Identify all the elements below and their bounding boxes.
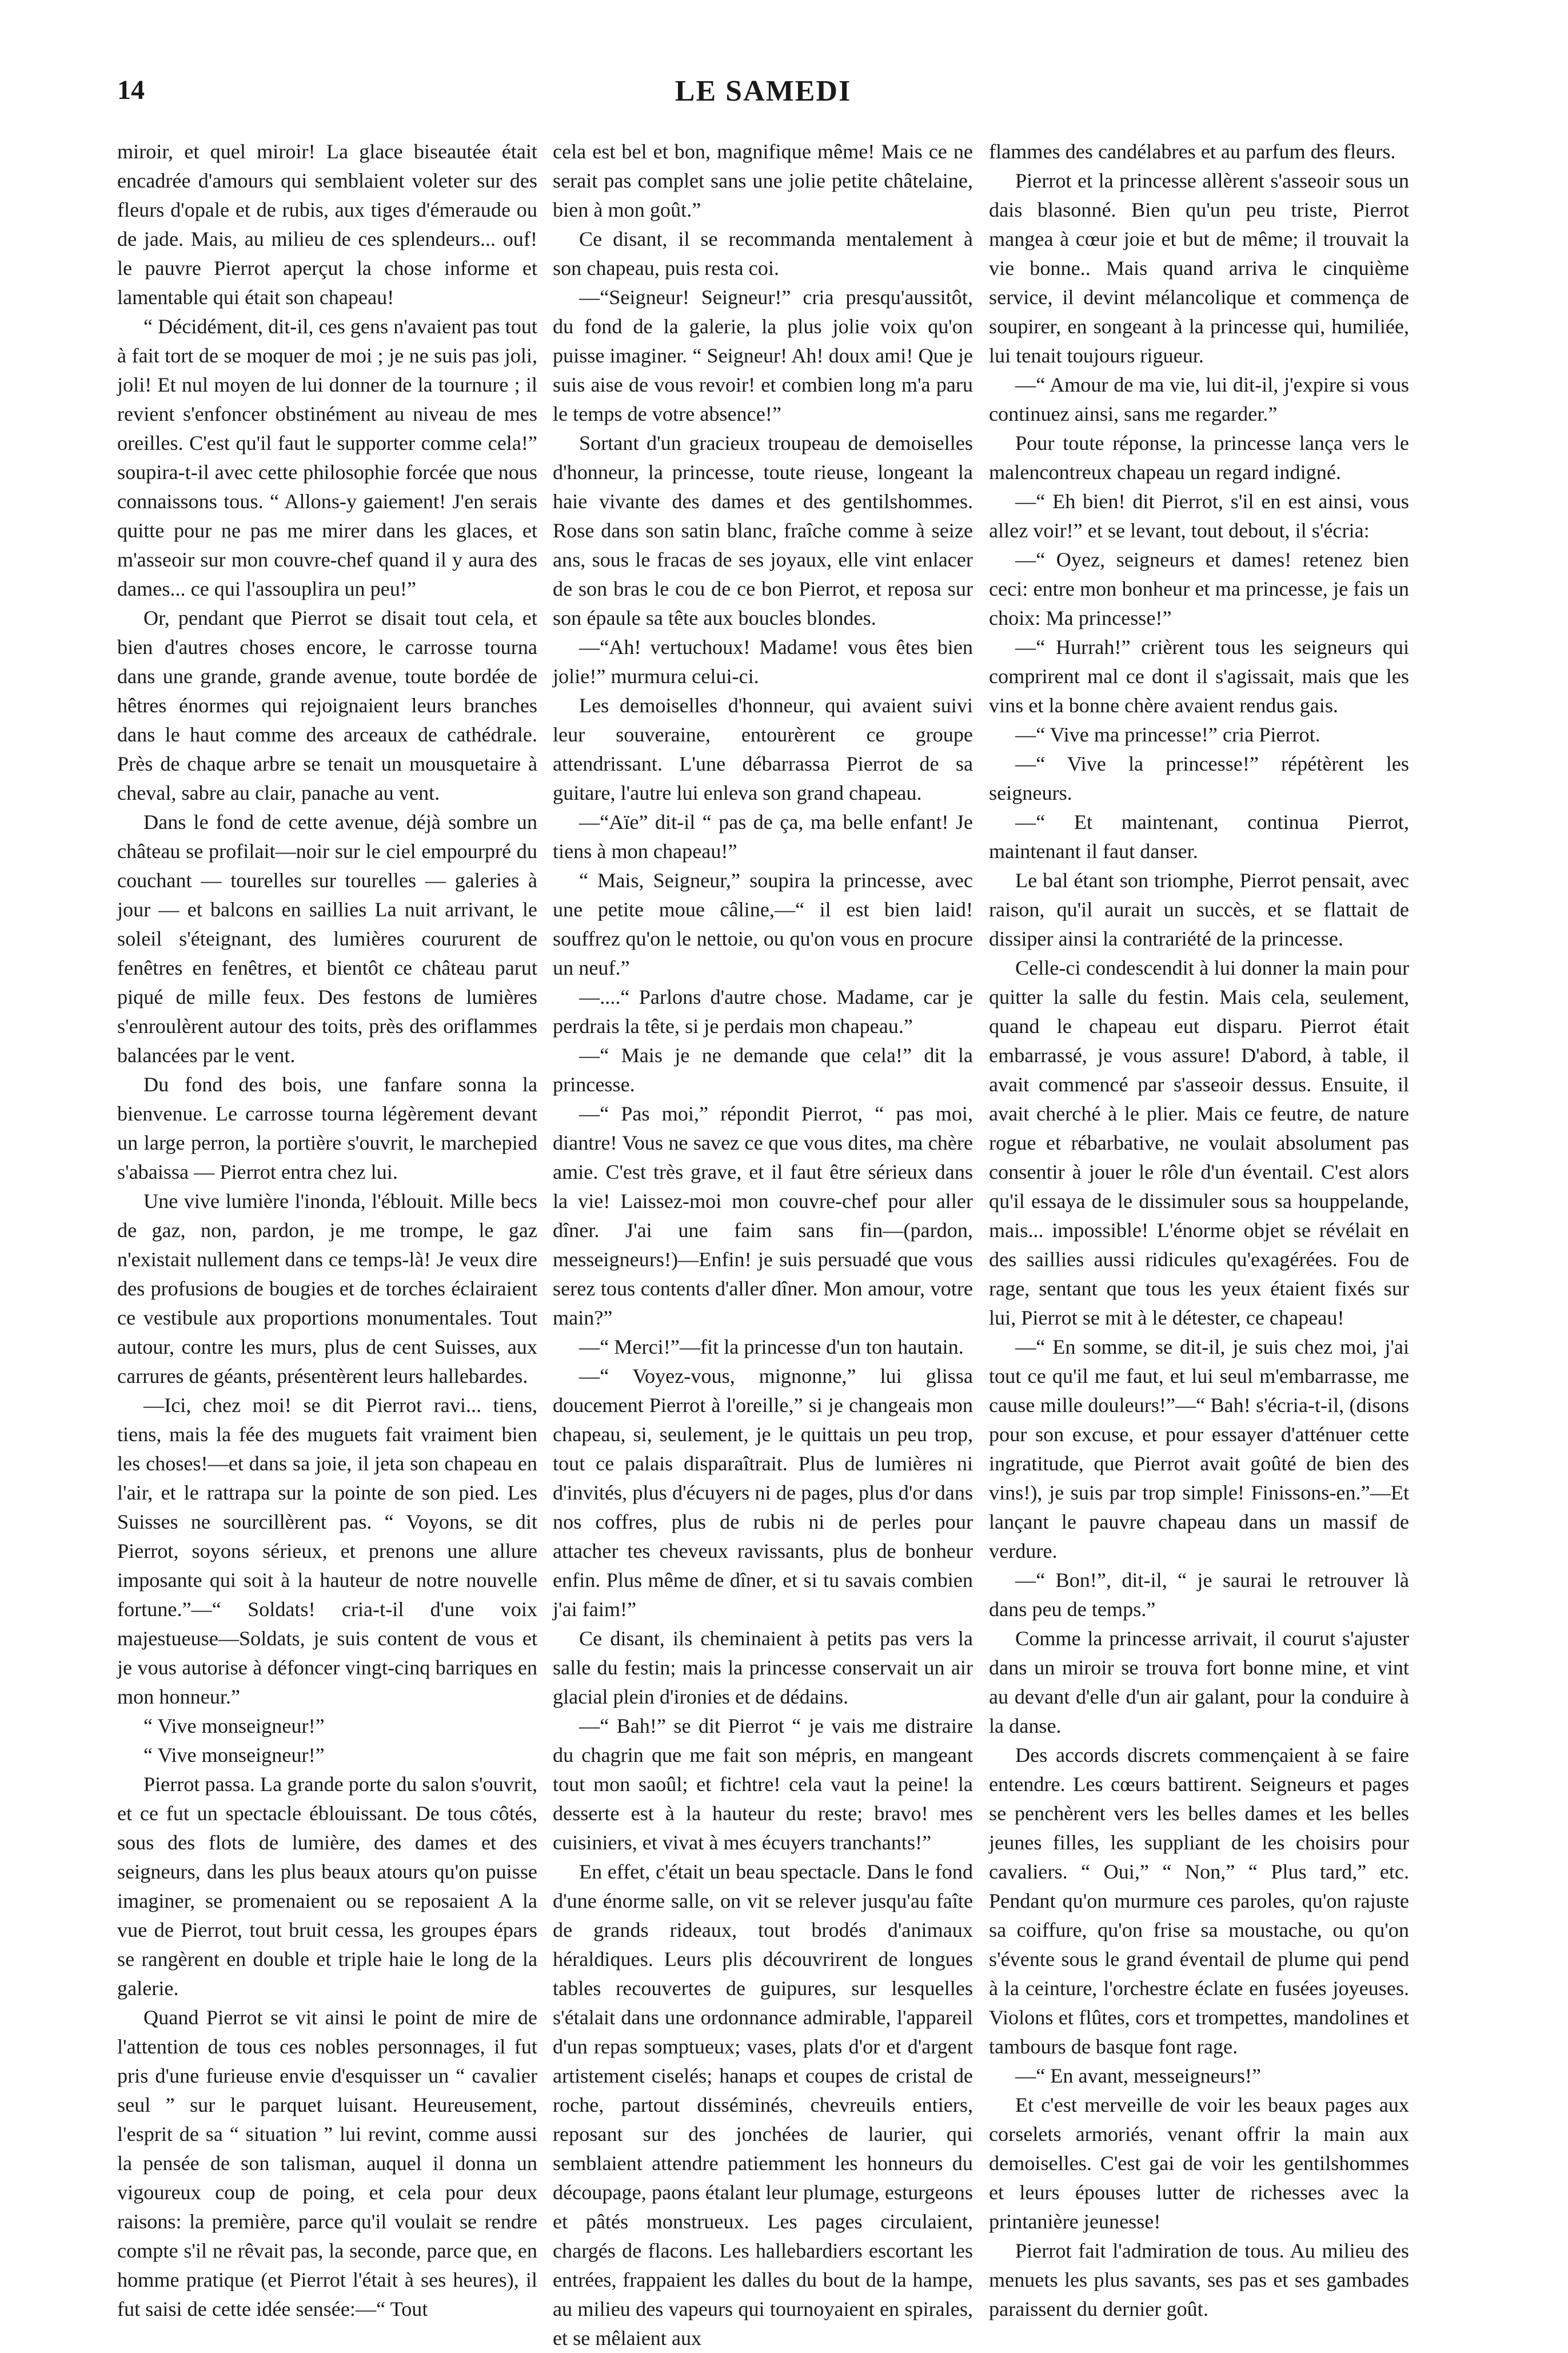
paragraph: Dans le fond de cette avenue, déjà sombre un château se profilait—noir sur le ciel empourpré du couchant — tourelles sur tourelles — galeries à jour — et balcons en saillies La nuit arrivant, le soleil s'éteignant, des lumières coururent de fenêtres en fenêtres, et bientôt ce château parut piqué de mille feux. Des festons de lumières s'enroulèrent autour des toits, près des oriflammes balancées par le vent. bbox=[117, 811, 537, 1067]
paragraph: —....“ Parlons d'autre chose. Madame, car je perdrais la tête, si je perdais mon chapeau.” bbox=[553, 986, 973, 1038]
paragraph: Le bal étant son triomphe, Pierrot pensait, avec raison, qu'il aurait un succès, et se flattait de dissiper ainsi la contrariété de la princesse. bbox=[989, 869, 1409, 950]
paragraph: Les demoiselles d'honneur, qui avaient suivi leur souveraine, entourèrent ce groupe attendrissant. L'une débarrassa Pierrot de sa guitare, l'autre lui enleva son grand chapeau. bbox=[553, 694, 973, 804]
paragraph: Une vive lumière l'inonda, l'éblouit. Mille becs de gaz, non, pardon, je me trompe, le gaz n'existait nullement dans ce temps-là! Je veux dire des profusions de bougies et de torches éclairaient ce vestibule aux proportions monumentales. Tout autour, contre les murs, plus de cent Suisses, aux carrures de géants, présentèrent leurs hallebardes. bbox=[117, 1190, 537, 1387]
column-1 bbox=[117, 137, 537, 2320]
paragraph: —“ En somme, se dit-il, je suis chez moi, j'ai tout ce qu'il me faut, et lui seul m'embarrasse, me cause mille douleurs!”—“ Bah! s'écria-t-il, (disons pour son excuse, et pour essayer d'atténuer cette ingratitude, que Pierrot avait goûté de bien des vins!), je suis par trop simple! Finissons-en.”—Et lançant le pauvre chapeau dans un massif de verdure. bbox=[989, 1335, 1409, 1562]
paragraph: —“Ah! vertuchoux! Madame! vous êtes bien jolie!” murmura celui-ci. bbox=[553, 636, 973, 688]
paragraph: “ Mais, Seigneur,” soupira la princesse, avec une petite moue câline,—“ il est bien laid! souffrez qu'on le nettoie, ou qu'on vous en procure un neuf.” bbox=[553, 869, 973, 979]
paragraph: Celle-ci condescendit à lui donner la main pour quitter la salle du festin. Mais cela, seulement, quand le chapeau eut disparu. Pierrot était embarrassé, je vous assure! D'abord, à table, il avait commencé par s'asseoir dessus. Ensuite, il avait cherché à le plier. Mais ce feutre, de nature rogue et rébarbative, ne voulait absolument pas consentir à jouer le rôle d'un éventail. C'est alors qu'il essaya de le dissimuler sous sa houppelande, mais... impossible! L'énorme objet se révélait en des saillies aussi ridicules qu'exagérées. Fou de rage, sentant que tous les yeux étaient fixés sur lui, Pierrot se mit à le détester, ce chapeau! bbox=[989, 956, 1409, 1329]
paragraph: Pierrot passa. La grande porte du salon s'ouvrit, et ce fut un spectacle éblouissant. De tous côtés, sous des flots de lumière, des dames et des seigneurs, dans les plus beaux atours qu'on puisse imaginer, se promenaient ou se reposaient A la vue de Pierrot, tout bruit cessa, les groupes épars se rangèrent en double et triple haie le long de la galerie. bbox=[117, 1773, 537, 2000]
paragraph: Pour toute réponse, la princesse lança vers le malencontreux chapeau un regard indigné. bbox=[989, 432, 1409, 484]
paragraph: —“ Eh bien! dit Pierrot, s'il en est ainsi, vous allez voir!” et se levant, tout debout, il s'écria: bbox=[989, 490, 1409, 542]
paragraph: —“Seigneur! Seigneur!” cria presqu'aussitôt, du fond de la galerie, la plus jolie voix qu'on puisse imaginer. “ Seigneur! Ah! doux ami! Que je suis aise de vous revoir! et combien long m'a paru le temps de votre absence!” bbox=[553, 286, 973, 425]
paragraph: flammes des candélabres et au parfum des fleurs. bbox=[989, 140, 1396, 163]
paragraph: —“ Et maintenant, continua Pierrot, maintenant il faut danser. bbox=[989, 811, 1409, 863]
paragraph: —“ Mais je ne demande que cela!” dit la princesse. bbox=[553, 1044, 973, 1096]
paragraph: —“Aïe” dit-il “ pas de ça, ma belle enfant! Je tiens à mon chapeau!” bbox=[553, 811, 973, 863]
paragraph: —“ Voyez-vous, mignonne,” lui glissa doucement Pierrot à l'oreille,” si je changeais mon chapeau, si, seulement, je le quittais un peu trop, tout ce palais disparaîtrait. Plus de lumières ni d'invités, plus d'écuyers ni de pages, plus d'or dans nos coffres, plus de rubis ni de perles pour attacher tes cheveux ravissants, plus de bonheur enfin. Plus même de dîner, et si tu savais combien j'ai faim!” bbox=[553, 1365, 973, 1621]
paragraph: “ Vive monseigneur!” bbox=[143, 1744, 325, 1766]
paragraph: Du fond des bois, une fanfare sonna la bienvenue. Le carrosse tourna légèrement devant un large perron, la portière s'ouvrit, le marchepied s'abaissa — Pierrot entra chez lui. bbox=[117, 1073, 537, 1183]
page-number: 14 bbox=[117, 75, 145, 105]
text-columns bbox=[117, 137, 1409, 2350]
paragraph: Et c'est merveille de voir les beaux pages aux corselets armoriés, venant offrir la main aux demoiselles. C'est gai de voir les gentilshommes et leurs épouses lutter de richesses avec la printanière jeunesse! bbox=[989, 2093, 1409, 2233]
paragraph: Quand Pierrot se vit ainsi le point de mire de l'attention de tous ces nobles personnages, il fut pris d'une furieuse envie d'esquisser un “ cavalier seul ” sur le parquet luisant. Heureusement, l'esprit de sa “ situation ” lui revint, comme aussi la pensée de son talisman, auquel il donna un vigoureux coup de poing, et cela pour deux raisons: la première, parce qu'il voulait se rendre compte s'il ne rêvait pas, la seconde, parce que, en homme pratique (et Pierrot l'était à ses heures), il fut saisi de cette idée sensée:—“ Tout bbox=[117, 2006, 537, 2320]
paragraph: —“ Hurrah!” crièrent tous les seigneurs qui comprirent mal ce dont il s'agissait, mais que les vins et la bonne chère avaient rendus gais. bbox=[989, 636, 1409, 717]
page-header bbox=[117, 74, 1409, 120]
paragraph: Sortant d'un gracieux troupeau de demoiselles d'honneur, la princesse, toute rieuse, longeant la haie vivante des dames et des gentilshommes. Rose dans son satin blanc, fraîche comme à seize ans, sous le fracas de ses joyaux, elle vint enlacer de son bras le cou de ce bon Pierrot, et reposa sur son épaule sa tête aux boucles blondes. bbox=[553, 432, 973, 629]
paragraph: —“ Vive ma princesse!” cria Pierrot. bbox=[1015, 723, 1320, 746]
paragraph: miroir, et quel miroir! La glace biseautée était encadrée d'amours qui semblaient voleter sur des fleurs d'opale et de rubis, aux tiges d'émeraude ou de jade. Mais, au milieu de ces splendeurs... ouf! le pauvre Pierrot aperçut la chose informe et lamentable qui était son chapeau! bbox=[117, 140, 537, 309]
paragraph: —“ Vive la princesse!” répétèrent les seigneurs. bbox=[989, 752, 1409, 804]
paragraph: Comme la princesse arrivait, il courut s'ajuster dans un miroir se trouva fort bonne mine, et vint au devant d'elle d'un air galant, pour la conduire à la danse. bbox=[989, 1627, 1409, 1737]
paragraph: En effet, c'était un beau spectacle. Dans le fond d'une énorme salle, on vit se relever jusqu'au faîte de grands rideaux, tout brodés d'animaux héraldiques. Leurs plis découvrirent de longues tables recouvertes de guipures, sur lesquelles s'étalait dans une ordonnance admirable, l'appareil d'un repas somptueux; vases, plats d'or et d'argent artistement ciselés; hanaps et coupes de cristal de roche, partout disséminés, chevreuils entiers, reposant sur des jonchées de laurier, qui semblaient attendre patiemment les honneurs du découpage, paons étalant leur plumage, esturgeons et pâtés monstrueux. Les pages circulaient, chargés de flacons. Les hallebardiers escortant les entrées, frappaient les dalles du bout de la hampe, au milieu des vapeurs qui tournoyaient en spirales, et se mêlaient aux bbox=[553, 1860, 973, 2350]
paragraph: Des accords discrets commençaient à se faire entendre. Les cœurs battirent. Seigneurs et pages se penchèrent vers les belles dames et les belles jeunes filles, les suppliant de les choisirs pour cavaliers. “ Oui,” “ Non,” “ Plus tard,” etc. Pendant qu'on murmure ces paroles, qu'on rajuste sa coiffure, qu'on frise sa moustache, ou qu'on s'évente sous le grand éventail de plume qui pend à la ceinture, l'orchestre éclate en fusées joyeuses. Violons et flûtes, cors et trompettes, mandolines et tambours de basque font rage. bbox=[989, 1744, 1409, 2058]
paragraph: —“ Bon!”, dit-il, “ je saurai le retrouver là dans peu de temps.” bbox=[989, 1569, 1409, 1621]
paragraph: Pierrot et la princesse allèrent s'asseoir sous un dais blasonné. Bien qu'un peu triste, Pierrot mangea à cœur joie et but de même; il trouvait la vie bonne.. Mais quand arriva le cinquième service, il devint mélancolique et commença de soupirer, en songeant à la princesse qui, humiliée, lui tenait toujours rigueur. bbox=[989, 169, 1409, 367]
paragraph: Or, pendant que Pierrot se disait tout cela, et bien d'autres choses encore, le carrosse tourna dans une grande, grande avenue, toute bordée de hêtres énormes qui rejoignaient leurs branches dans le haut comme des arceaux de cathédrale. Près de chaque arbre se tenait un mousquetaire à cheval, sabre au clair, panache au vent. bbox=[117, 607, 537, 804]
paragraph: —“ En avant, messeigneurs!” bbox=[1015, 2064, 1262, 2087]
paragraph: cela est bel et bon, magnifique même! Mais ce ne serait pas complet sans une jolie petite châtelaine, bien à mon goût.” bbox=[553, 140, 973, 221]
paragraph: Ce disant, il se recommanda mentalement à son chapeau, puis resta coi. bbox=[553, 228, 973, 280]
paragraph: —“ Amour de ma vie, lui dit-il, j'expire si vous continuez ainsi, sans me regarder.” bbox=[989, 373, 1409, 425]
paragraph: “ Vive monseigneur!” bbox=[143, 1714, 325, 1737]
paragraph: —“ Pas moi,” répondit Pierrot, “ pas moi, diantre! Vous ne savez ce que vous dites, ma chère amie. C'est très grave, et il faut être sérieux dans la vie! Laissez-moi mon couvre-chef pour aller dîner. J'ai une faim sans fin—(pardon, messeigneurs!)—Enfin! je suis persuadé que vous serez tous contents d'aller dîner. Mon amour, votre main?” bbox=[553, 1102, 973, 1329]
column-2 bbox=[553, 137, 973, 2350]
paragraph: —“ Oyez, seigneurs et dames! retenez bien ceci: entre mon bonheur et ma princesse, je fais un choix: Ma princesse!” bbox=[989, 548, 1409, 629]
paragraph: Ce disant, ils cheminaient à petits pas vers la salle du festin; mais la princesse conservait un air glacial plein d'ironies et de dédains. bbox=[553, 1627, 973, 1708]
column-3 bbox=[989, 137, 1409, 2320]
paragraph: “ Décidément, dit-il, ces gens n'avaient pas tout à fait tort de se moquer de moi ; je ne suis pas joli, joli! Et nul moyen de lui donner de la tournure ; il revient s'enfoncer obstinément au niveau de mes oreilles. C'est qu'il faut le supporter comme cela!” soupira-t-il avec cette philosophie forcée que nous connaissons tous. “ Allons-y gaiement! J'en serais quitte pour ne pas me mirer dans les glaces, et m'asseoir sur mon couvre-chef quand il y aura des dames... ce qui l'assouplira un peu!” bbox=[117, 315, 537, 600]
paragraph: —Ici, chez moi! se dit Pierrot ravi... tiens, tiens, mais la fée des muguets fait vraiment bien les choses!—et dans sa joie, il jeta son chapeau en l'air, et le rattrapa sur la pointe de son pied. Les Suisses ne sourcillèrent pas. “ Voyons, se dit Pierrot, soyons sérieux, et prenons une allure imposante qui soit à la hauteur de notre nouvelle fortune.”—“ Soldats! cria-t-il d'une voix majestueuse—Soldats, je suis content de vous et je vous autorise à défoncer vingt-cinq barriques en mon honneur.” bbox=[117, 1394, 537, 1708]
paragraph: —“ Merci!”—fit la princesse d'un ton hautain. bbox=[579, 1335, 964, 1358]
paragraph: Pierrot fait l'admiration de tous. Au milieu des menuets les plus savants, ses pas et ses gambades paraissent du dernier goût. bbox=[989, 2239, 1409, 2320]
running-title: LE SAMEDI bbox=[675, 75, 852, 107]
paragraph: —“ Bah!” se dit Pierrot “ je vais me distraire du chagrin que me fait son mépris, en mangeant tout mon saoûl; et fichtre! cela vaut la peine! la desserte est à la hauteur du reste; bravo! mes cuisiniers, et vivat à mes écuyers tranchants!” bbox=[553, 1714, 973, 1854]
